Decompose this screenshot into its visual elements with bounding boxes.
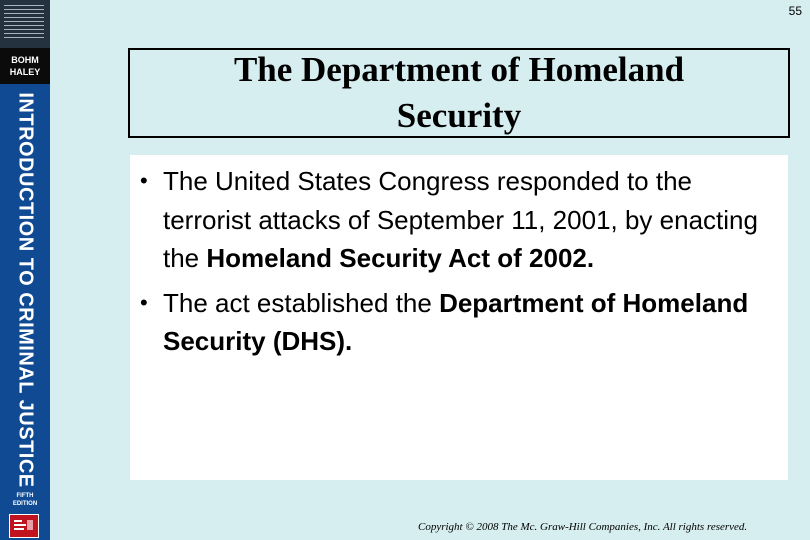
bullet-text: The United States Congress responded to the terrorist attacks of September 11, 2001, by enacting the [163, 166, 758, 273]
book-cover-thumbnail [0, 0, 50, 48]
bullet-dot: • [140, 289, 148, 315]
author-2: HALEY [9, 67, 41, 77]
author-1: BOHM [11, 55, 39, 65]
edition-line-2: EDITION [12, 501, 38, 507]
cover-text-lines [4, 5, 44, 41]
page-number: 55 [788, 4, 802, 18]
bullet-bold-text: Department of Homeland Security (DHS). [163, 287, 749, 356]
bullet-bold-text: Homeland Security Act of 2002. [206, 243, 595, 273]
publisher-logo-icon [9, 514, 39, 538]
book-spine [0, 0, 50, 540]
slide-content-box [130, 155, 788, 480]
spine-title: INTRODUCTION TO CRIMINAL JUSTICE [14, 92, 37, 488]
bullet-item [130, 162, 788, 278]
spine-edition [0, 492, 50, 508]
edition-line-1: FIFTH [16, 493, 34, 499]
bullet-list [130, 162, 788, 367]
slide-title: The Department of Homeland Security [233, 50, 685, 135]
bullet-dot: • [140, 168, 148, 193]
copyright-notice: Copyright © 2008 The Mc. Graw-Hill Companies, Inc. All rights reserved. [418, 521, 748, 533]
bullet-item [130, 284, 788, 361]
bullet-text: The act established the [163, 287, 440, 318]
spine-authors [0, 48, 50, 84]
slide-title-box [128, 48, 790, 138]
